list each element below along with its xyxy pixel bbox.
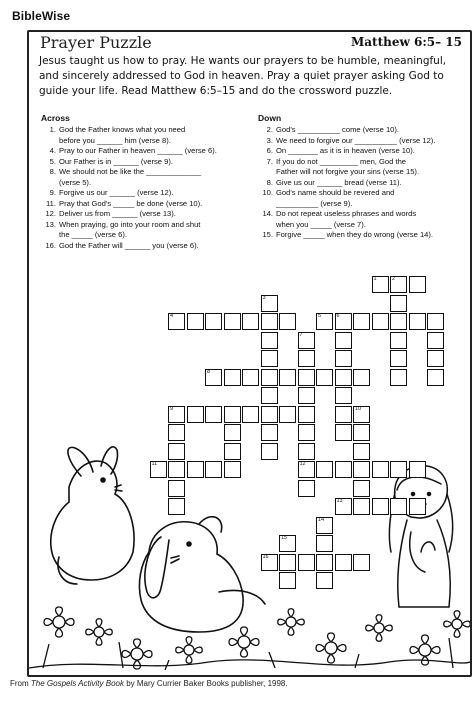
clue-text: We need to forgive our __________ (verse 12). bbox=[276, 135, 436, 145]
clue-number: 4. bbox=[49, 146, 56, 155]
crossword-cell[interactable] bbox=[224, 443, 241, 460]
scripture-reference: Matthew 6:5– 15 bbox=[350, 35, 462, 49]
crossword-cell[interactable] bbox=[168, 313, 185, 330]
crossword-cell[interactable] bbox=[224, 406, 241, 423]
worksheet bbox=[27, 30, 472, 677]
crossword-cell[interactable] bbox=[353, 443, 370, 460]
crossword-cell[interactable] bbox=[390, 276, 407, 293]
crossword-cell[interactable] bbox=[427, 332, 444, 349]
crossword-cell[interactable] bbox=[279, 313, 296, 330]
crossword-cell[interactable] bbox=[224, 313, 241, 330]
crossword-cell[interactable] bbox=[335, 424, 352, 441]
clue-text: When praying, go into your room and shut the _____ (verse 6). bbox=[59, 219, 201, 239]
clue-number: 1. bbox=[49, 125, 56, 134]
crossword-cell[interactable] bbox=[316, 369, 333, 386]
crossword-cell[interactable] bbox=[224, 461, 241, 478]
clue-number: 6. bbox=[266, 146, 273, 155]
crossword-cell[interactable] bbox=[335, 498, 352, 515]
crossword-cell[interactable] bbox=[279, 572, 296, 589]
cell-number: 15 bbox=[281, 535, 288, 541]
across-heading: Across bbox=[41, 113, 70, 123]
crossword-cell[interactable] bbox=[261, 369, 278, 386]
crossword-cell[interactable] bbox=[205, 369, 222, 386]
clue-number: 8. bbox=[49, 167, 56, 176]
crossword-cell[interactable] bbox=[261, 406, 278, 423]
cell-number: 13 bbox=[336, 498, 343, 504]
crossword-cell[interactable] bbox=[335, 313, 352, 330]
crossword-cell[interactable] bbox=[335, 369, 352, 386]
crossword-cell[interactable] bbox=[298, 369, 315, 386]
rabbit-left-illustration bbox=[51, 447, 134, 584]
crossword-cell[interactable] bbox=[187, 461, 204, 478]
crossword-cell[interactable] bbox=[372, 276, 389, 293]
cell-number: 9 bbox=[170, 405, 174, 412]
crossword-cell[interactable] bbox=[298, 461, 315, 478]
crossword-cell[interactable] bbox=[335, 350, 352, 367]
crossword-cell[interactable] bbox=[335, 554, 352, 571]
crossword-cell[interactable] bbox=[390, 313, 407, 330]
crossword-cell[interactable] bbox=[335, 387, 352, 404]
crossword-cell[interactable] bbox=[205, 406, 222, 423]
crossword-cell[interactable] bbox=[187, 406, 204, 423]
crossword-cell[interactable] bbox=[353, 498, 370, 515]
source-credit bbox=[10, 679, 288, 688]
clue-text: Deliver us from ______ (verse 13). bbox=[59, 209, 176, 218]
crossword-cell[interactable] bbox=[242, 406, 259, 423]
clue-text: If you do not _________ men, God the Father will not forgive your sins (verse 15). bbox=[276, 156, 420, 176]
crossword-cell[interactable] bbox=[409, 313, 426, 330]
cell-number: 1 bbox=[373, 276, 377, 282]
crossword-cell[interactable] bbox=[316, 461, 333, 478]
cell-number: 3 bbox=[262, 294, 266, 301]
crossword-cell[interactable] bbox=[390, 369, 407, 386]
cell-number: 14 bbox=[318, 516, 325, 523]
crossword-cell[interactable] bbox=[224, 424, 241, 441]
clue-text: God the Father knows what you need before you ______ him (verse 8). bbox=[59, 125, 186, 145]
crossword-cell[interactable] bbox=[353, 554, 370, 571]
crossword-cell[interactable] bbox=[261, 424, 278, 441]
crossword-cell[interactable] bbox=[316, 535, 333, 552]
crossword-cell[interactable] bbox=[242, 369, 259, 386]
cell-number: 6 bbox=[336, 313, 340, 319]
crossword-cell[interactable] bbox=[335, 332, 352, 349]
clue-text: God's __________ come (verse 10). bbox=[276, 125, 400, 134]
crossword-cell[interactable] bbox=[298, 480, 315, 497]
clue-number: 5. bbox=[49, 156, 56, 166]
credit-book-title: The Gospels Activity Book bbox=[30, 679, 124, 688]
crossword-cell[interactable] bbox=[168, 498, 185, 515]
cell-number: 10 bbox=[355, 405, 362, 412]
crossword-cell[interactable] bbox=[409, 461, 426, 478]
crossword-cell[interactable] bbox=[298, 554, 315, 571]
crossword-cell[interactable] bbox=[427, 313, 444, 330]
crossword-cell[interactable] bbox=[298, 406, 315, 423]
cell-number: 2 bbox=[392, 276, 396, 282]
crossword-cell[interactable] bbox=[168, 406, 185, 423]
crossword-cell[interactable] bbox=[298, 332, 315, 349]
clue-number: 16. bbox=[45, 240, 56, 250]
crossword-cell[interactable] bbox=[205, 461, 222, 478]
crossword-cell[interactable] bbox=[390, 332, 407, 349]
rabbit-right-illustration bbox=[139, 517, 265, 632]
crossword-cell[interactable] bbox=[298, 387, 315, 404]
clue-number: 10. bbox=[262, 188, 273, 197]
crossword-cell[interactable] bbox=[261, 350, 278, 367]
praying-girl-illustration bbox=[389, 466, 452, 607]
crossword-cell[interactable] bbox=[390, 498, 407, 515]
crossword-cell[interactable] bbox=[316, 313, 333, 330]
crossword-cell[interactable] bbox=[353, 406, 370, 423]
clue-text: We should not be like the _____________ (verse 5). bbox=[59, 167, 202, 187]
clue-text: God the Father will ______ you (verse 6). bbox=[59, 240, 199, 250]
crossword-cell[interactable] bbox=[372, 313, 389, 330]
crossword-cell[interactable] bbox=[316, 554, 333, 571]
clue-number: 7. bbox=[266, 156, 273, 166]
clue-text: On _______ as it is in heaven (verse 10). bbox=[276, 146, 415, 155]
clue-number: 14. bbox=[262, 209, 273, 218]
clue-number: 15. bbox=[262, 230, 273, 239]
crossword-cell[interactable] bbox=[316, 517, 333, 534]
crossword-cell[interactable] bbox=[353, 461, 370, 478]
credit-prefix: From bbox=[10, 679, 31, 688]
crossword-cell[interactable] bbox=[261, 332, 278, 349]
clue-number: 12. bbox=[45, 209, 56, 218]
clue-text: Forgive _____ when they do wrong (verse 14). bbox=[276, 230, 434, 239]
crossword-cell[interactable] bbox=[279, 535, 296, 552]
cell-number: 8 bbox=[207, 368, 211, 375]
crossword-cell[interactable] bbox=[261, 554, 278, 571]
crossword-cell[interactable] bbox=[353, 480, 370, 497]
cell-number: 4 bbox=[170, 313, 174, 319]
clue-number: 11. bbox=[46, 198, 56, 208]
clue-text: God's name should be revered and __________ (verse 9). bbox=[276, 188, 395, 208]
clue-number: 3. bbox=[266, 135, 273, 145]
clue-text: Forgive us our ______ (verse 12). bbox=[59, 188, 174, 197]
clue-text: Give us our ______ bread (verse 11). bbox=[276, 177, 402, 187]
clue-text: Our Father is in ______ (verse 9). bbox=[59, 156, 173, 166]
clue-number: 2. bbox=[266, 125, 273, 134]
crossword-cell[interactable] bbox=[150, 461, 167, 478]
crossword-cell[interactable] bbox=[298, 424, 315, 441]
crossword-cell[interactable] bbox=[372, 498, 389, 515]
clue-text: Pray to our Father in heaven ______ (verse 6). bbox=[59, 146, 217, 155]
crossword-cell[interactable] bbox=[168, 443, 185, 460]
cell-number: 7 bbox=[299, 331, 303, 338]
cell-number: 16 bbox=[262, 553, 269, 560]
crossword-cell[interactable] bbox=[205, 313, 222, 330]
crossword-cell[interactable] bbox=[390, 295, 407, 312]
crossword-cell[interactable] bbox=[427, 350, 444, 367]
clue-number: 9. bbox=[49, 188, 56, 197]
crossword-cell[interactable] bbox=[427, 369, 444, 386]
brand-name: BibleWise bbox=[12, 9, 71, 23]
crossword-cell[interactable] bbox=[279, 406, 296, 423]
crossword-cell[interactable] bbox=[261, 295, 278, 312]
clue-text: Pray that God's _____ be done (verse 10). bbox=[59, 198, 203, 208]
crossword-cell[interactable] bbox=[335, 461, 352, 478]
crossword-cell[interactable] bbox=[372, 461, 389, 478]
crossword-cell[interactable] bbox=[298, 443, 315, 460]
crossword-cell[interactable] bbox=[168, 424, 185, 441]
puzzle-title: Prayer Puzzle bbox=[40, 33, 152, 52]
crossword-cell[interactable] bbox=[242, 313, 259, 330]
crossword-cell[interactable] bbox=[353, 313, 370, 330]
crossword-cell[interactable] bbox=[335, 406, 352, 423]
crossword-cell[interactable] bbox=[353, 369, 370, 386]
clue-number: 13. bbox=[45, 219, 56, 229]
intro-paragraph: Jesus taught us how to pray. He wants our prayers to be humble, meaningful, and sincerely addressed to God in heaven. Pray a quiet prayer asking God to guide your life. Read Matthew 6:5–15 and do the crossword puzzle. bbox=[39, 55, 447, 97]
crossword-cell[interactable] bbox=[390, 461, 407, 478]
crossword-cell[interactable] bbox=[409, 498, 426, 515]
cell-number: 5 bbox=[318, 313, 322, 319]
down-heading: Down bbox=[258, 113, 282, 123]
flower-border-illustration bbox=[29, 607, 470, 670]
crossword-cell[interactable] bbox=[298, 350, 315, 367]
cell-number: 12 bbox=[299, 461, 306, 467]
clue-number: 8. bbox=[266, 177, 273, 187]
crossword-cell[interactable] bbox=[261, 313, 278, 330]
crossword-cell[interactable] bbox=[261, 443, 278, 460]
crossword-cell[interactable] bbox=[390, 350, 407, 367]
crossword-cell[interactable] bbox=[224, 369, 241, 386]
crossword-cell[interactable] bbox=[316, 572, 333, 589]
crossword-cell[interactable] bbox=[187, 313, 204, 330]
credit-suffix: by Mary Currier Baker Books publisher, 1998. bbox=[123, 679, 288, 688]
crossword-cell[interactable] bbox=[353, 424, 370, 441]
crossword-cell[interactable] bbox=[168, 480, 185, 497]
crossword-cell[interactable] bbox=[279, 554, 296, 571]
crossword-cell[interactable] bbox=[261, 387, 278, 404]
cell-number: 11 bbox=[151, 461, 158, 467]
clue-text: Do not repeat useless phrases and words when you _____ (verse 7). bbox=[276, 209, 417, 229]
crossword-cell[interactable] bbox=[279, 369, 296, 386]
crossword-cell[interactable] bbox=[409, 276, 426, 293]
crossword-cell[interactable] bbox=[168, 461, 185, 478]
